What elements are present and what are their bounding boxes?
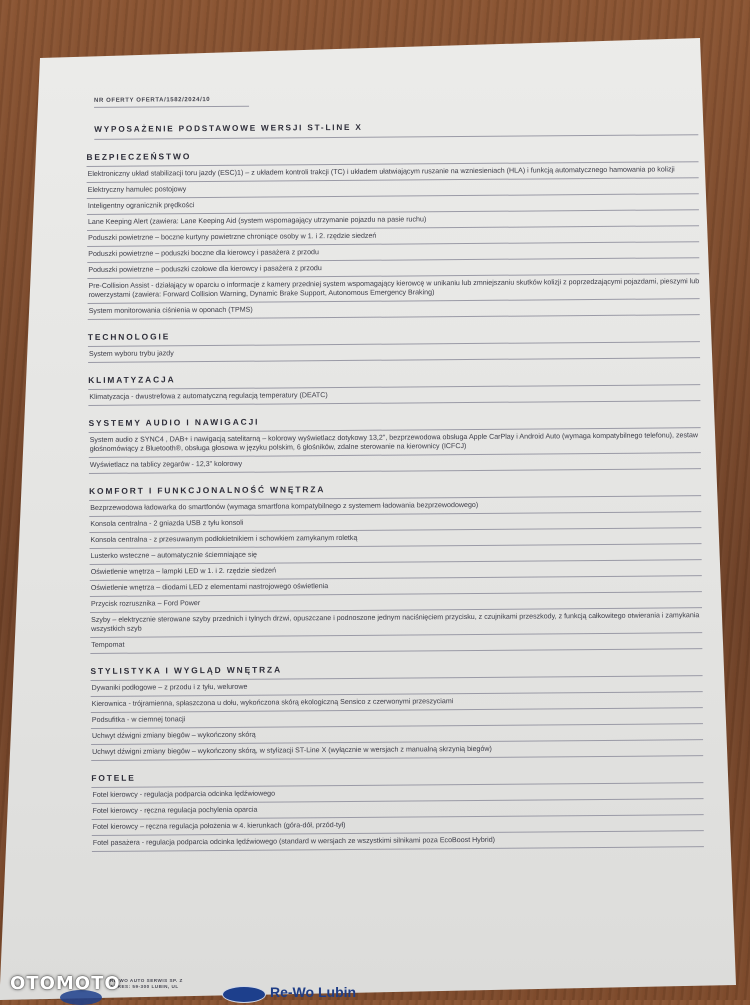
equipment-item: Przycisk rozrusznika – Ford Power	[90, 592, 702, 613]
equipment-item: Dywaniki podłogowe – z przodu i z tyłu, welurowe	[91, 676, 703, 697]
equipment-item: Fotel kierowcy – ręczna regulacja położenia w 4. kierunkach (góra-dół, przód-tył)	[92, 815, 704, 836]
section	[89, 413, 701, 474]
equipment-item: Oświetlenie wnętrza – diodami LED z elementami nastrojowego oświetlenia	[90, 576, 702, 597]
equipment-item: Bezprzewodowa ładowarka do smartfonów (wymaga smartfona kompatybilnego z systemem ładowania bezprzewodowego)	[89, 496, 701, 517]
equipment-item: Pre-Collision Assist - działający w oparciu o informacje z kamery przedniej system wspomagający kierowcę w unikaniu lub zmniejszaniu skutków kolizji z poprzedzającymi pojazdami, pieszymi lub rowerzystami (zawiera: Forward Collision Warning, Dynamic Brake Support, Autonomous Emergency Braking)	[87, 274, 699, 304]
section-heading: BEZPIECZEŃSTWO	[86, 147, 698, 167]
section	[88, 370, 700, 406]
equipment-item: System wyboru trybu jazdy	[88, 342, 700, 363]
equipment-item: System audio z SYNC4 , DAB+ i nawigacją satelitarną – kolorowy wyświetlacz dotykowy 13,2", bezprzewodowa obsługa Apple CarPlay i Android Auto (wymaga kompatybilnego telefonu), zestaw głośnomówiący z Bluetooth®, obsługa głosowa w języku polskim, 6 głośników, zdalne sterowanie na kierownicy (ICFCJ)	[89, 428, 701, 458]
equipment-item: Uchwyt dźwigni zmiany biegów – wykończony skórą, w stylizacji ST-Line X (wyłącznie w wersjach z manualną skrzynią biegów)	[91, 740, 703, 761]
equipment-item: System monitorowania ciśnienia w oponach (TPMS)	[88, 299, 700, 320]
document-title: WYPOSAŻENIE PODSTAWOWE WERSJI ST-LINE X	[94, 120, 698, 140]
equipment-item: Klimatyzacja - dwustrefowa z automatyczną regulacją temperatury (DEATC)	[88, 385, 700, 406]
section	[90, 661, 703, 761]
equipment-item: Szyby – elektrycznie sterowane szyby przednich i tylnych drzwi, opuszczane i podnoszone jednym naciśnięciem przycisku, z czujnikami przeszkody, z funkcją całkowitego otwierania i zamykania wszystkich szyb	[90, 608, 702, 638]
sections-container	[86, 147, 703, 852]
equipment-item: Kierownica - trójramienna, spłaszczona u dołu, wykończona skórą ekologiczną Sensico z czerwonymi przeszyciami	[91, 692, 703, 713]
equipment-item: Elektryczny hamulec postojowy	[87, 178, 699, 199]
footer-company-name: RE-WO AUTO SERWIS SP. Z	[110, 978, 183, 983]
offer-number: NR OFERTY OFERTA/1582/2024/10	[94, 97, 249, 108]
equipment-item: Inteligentny ogranicznik prędkości	[87, 194, 699, 215]
section-heading: STYLISTYKA I WYGLĄD WNĘTRZA	[90, 661, 702, 681]
section	[91, 768, 704, 852]
equipment-item: Fotel kierowcy - regulacja podparcia odcinka lędźwiowego	[91, 783, 703, 804]
dealer-name: Re-Wo Lubin	[270, 984, 357, 1000]
equipment-item: Poduszki powietrzne – poduszki czołowe dla kierowcy i pasażera z przodu	[87, 258, 699, 279]
equipment-item: Podsufitka - w ciemnej tonacji	[91, 708, 703, 729]
equipment-item: Poduszki powietrzne – boczne kurtyny powietrzne chroniące osoby w 1. i 2. rzędzie siedzeń	[87, 226, 699, 247]
equipment-item: Lusterko wsteczne – automatycznie ściemniające się	[90, 544, 702, 565]
section-heading: KLIMATYZACJA	[88, 370, 700, 390]
equipment-item: Konsola centralna - 2 gniazda USB z tyłu konsoli	[89, 512, 701, 533]
equipment-item: Wyświetlacz na tablicy zegarów - 12,3" kolorowy	[89, 453, 701, 474]
equipment-item: Uchwyt dźwigni zmiany biegów – wykończony skórą	[91, 724, 703, 745]
equipment-item: Tempomat	[90, 633, 702, 654]
equipment-item: Fotel pasażera - regulacja podparcia odcinka lędźwiowego (standard w wersjach ze wszystkimi silnikami poza EcoBoost Hybrid)	[92, 831, 704, 852]
equipment-item: Oświetlenie wnętrza – lampki LED w 1. i 2. rzędzie siedzeń	[90, 560, 702, 581]
section-heading: FOTELE	[91, 768, 703, 788]
equipment-item: Poduszki powietrzne – poduszki boczne dla kierowcy i pasażera z przodu	[87, 242, 699, 263]
section	[88, 327, 700, 363]
equipment-item: Fotel kierowcy - ręczna regulacja pochylenia oparcia	[92, 799, 704, 820]
otomoto-watermark: OTOMOTO	[10, 973, 121, 994]
equipment-item: Konsola centralna - z przesuwanym podłokietnikiem i schowkiem zamykanym roletką	[89, 528, 701, 549]
section-heading: SYSTEMY AUDIO I NAWIGACJI	[89, 413, 701, 433]
section	[86, 147, 699, 320]
footer-address: ADRES: 59-300 LUBIN, UL	[110, 984, 179, 989]
equipment-item: Elektroniczny układ stabilizacji toru jazdy (ESC)1) – z układem kontroli trakcji (TC) i układem ułatwiającym ruszanie na wzniesieniach (HLA) i funkcją automatycznego hamowania po kolizji	[87, 162, 699, 183]
equipment-document	[86, 93, 704, 852]
ford-logo-icon	[222, 986, 266, 1003]
section-heading: TECHNOLOGIE	[88, 327, 700, 347]
section	[89, 481, 702, 654]
equipment-item: Lane Keeping Alert (zawiera: Lane Keeping Aid (system wspomagający utrzymanie pojazdu na pasie ruchu)	[87, 210, 699, 231]
section-heading: KOMFORT I FUNKCJONALNOŚĆ WNĘTRZA	[89, 481, 701, 501]
